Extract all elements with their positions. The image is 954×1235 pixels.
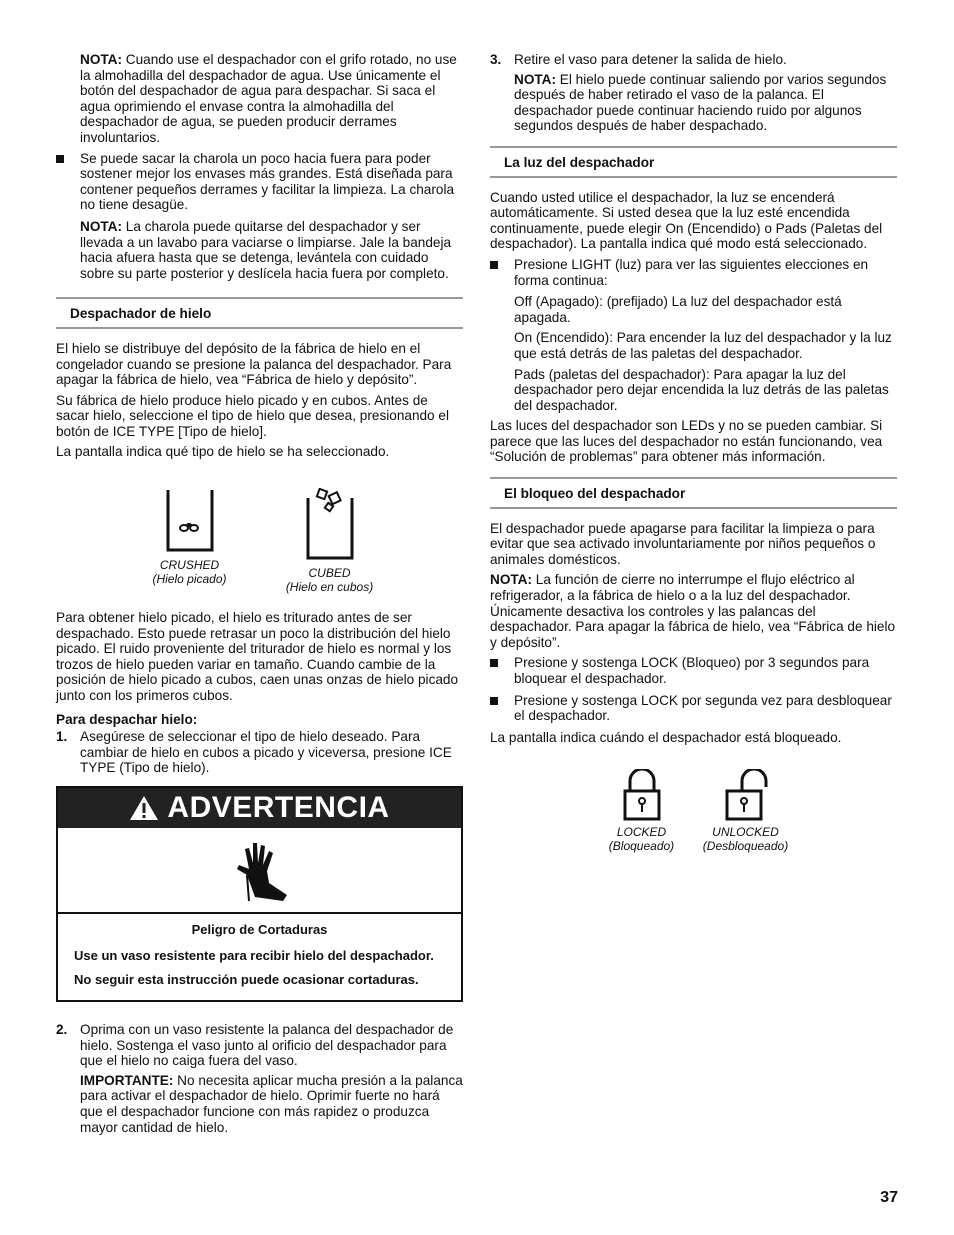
warning-text: No seguir esta instrucción puede ocasionar cortaduras. xyxy=(74,972,419,987)
light-option: Off (Apagado): (prefijado) La luz del despachador está apagada. xyxy=(514,294,842,325)
bullet-square-icon xyxy=(56,155,64,163)
numbered-step: 1. Asegúrese de seleccionar el tipo de hielo deseado. Para cambiar de hielo en cubos a picado y viceversa, presione ICE TYPE (Tipo de hielo). xyxy=(56,729,452,776)
cut-hazard-hand-icon xyxy=(58,828,461,914)
lock-closed-icon xyxy=(622,769,662,821)
note-paragraph: NOTA: El hielo puede continuar saliendo por varios segundos después de haber retirado el vaso de la palanca. El despachador puede continuar haciendo ruido por algunos segundos después de haber despachado. xyxy=(514,71,887,134)
warning-box xyxy=(56,786,463,1002)
paragraph: Las luces del despachador son LEDs y no se pueden cambiar. Si parece que las luces del despachador no están funcionando, vea “Solución de problemas” para obtener más información. xyxy=(490,418,883,465)
bullet-item: Presione LIGHT (luz) para ver las siguientes elecciones en forma continua: xyxy=(490,257,897,288)
crushed-ice-option: CRUSHED (Hielo picado) xyxy=(140,488,240,594)
section-heading-dispenser-light: La luz del despachador xyxy=(490,146,897,178)
note-paragraph: NOTA: La charola puede quitarse del despachador y ser llevada a un lavabo para vaciarse o limpiarse. Jale la bandeja hacia afuera hasta que se detenga, levántela con cuidado sobre su parte posterior y deslícela hacia fuera por completo. xyxy=(80,218,452,281)
warning-body xyxy=(58,914,461,1000)
important-paragraph: IMPORTANTE: No necesita aplicar mucha presión a la palanca para activar el despachador de hielo. Oprimir fuerte no hará que el despachador funcione con más rapidez o produzca mayor cantidad de hielo. xyxy=(80,1072,463,1135)
lock-open-icon xyxy=(724,769,768,821)
right-column xyxy=(490,52,897,869)
paragraph: La pantalla indica cuándo el despachador está bloqueado. xyxy=(490,729,842,745)
bullet-item: Presione y sostenga LOCK por segunda vez para desbloquear el despachador. xyxy=(490,693,897,724)
paragraph: Cuando usted utilice el despachador, la luz se encenderá automáticamente. Si usted desea que la luz esté encendida continuamente, puede elegir On (Encendido) o Pads (Paletas del despachador). La pantalla indica qué modo está seleccionado. xyxy=(490,189,883,252)
unlocked-option: UNLOCKED (Desbloqueado) xyxy=(696,769,796,853)
paragraph: La pantalla indica qué tipo de hielo se ha seleccionado. xyxy=(56,444,390,460)
warning-triangle-icon xyxy=(129,795,159,821)
bullet-square-icon xyxy=(490,659,498,667)
ice-type-icons xyxy=(56,488,463,594)
paragraph: El hielo se distribuye del depósito de la fábrica de hielo en el congelador cuando se presione la palanca del despachador. Para apagar la fábrica de hielo, vea “Fábrica de hielo y depósito”. xyxy=(56,340,452,388)
note-paragraph: NOTA: Cuando use el despachador con el grifo rotado, no use la almohadilla del despachador de agua. Use únicamente el botón del despachador de agua para despachar. Si saca el agua oprimiendo el envase contra la almohadilla del despachador de agua, se pueden producir derrames involuntarios. xyxy=(80,52,457,145)
section-heading-dispenser-lock: El bloqueo del despachador xyxy=(490,477,897,509)
bullet-item: Presione y sostenga LOCK (Bloqueo) por 3 segundos para bloquear el despachador. xyxy=(490,655,897,686)
page-number: 37 xyxy=(880,1189,898,1206)
bullet-item: Se puede sacar la charola un poco hacia fuera para poder sostener mejor los envases más grandes. Está diseñada para contener pequeños derrames y facilitar la limpieza. La charola no tiene desagüe. xyxy=(56,151,463,213)
lock-icons xyxy=(490,769,897,853)
subheading-dispense-ice: Para despachar hielo: xyxy=(56,711,198,727)
light-option: On (Encendido): Para encender la luz del despachador y la luz que está detrás de las paletas del despachador. xyxy=(514,330,892,361)
paragraph: Para obtener hielo picado, el hielo es triturado antes de ser despachado. Esto puede retrasar un poco la distribución del hielo picado. El ruido proveniente del triturador de hielo es normal y los trozos de hielo pueden variar en tamaño. Cuando cambie de la posición de hielo picado a cubos, caen unas onzas de hielo picado junto con los primeros cubos. xyxy=(56,610,459,704)
warning-header: ADVERTENCIA xyxy=(58,788,461,828)
cubed-ice-option: CUBED (Hielo en cubos) xyxy=(280,488,380,594)
note-paragraph: NOTA: La función de cierre no interrumpe el flujo eléctrico al refrigerador, a la fábrica de hielo o a la luz del despachador. Únicamente desactiva los controles y las palancas del despachador. Para apagar la fábrica de hielo, vea “Fábrica de hielo y depósito”. xyxy=(490,572,896,650)
left-column xyxy=(56,52,463,1140)
section-heading-ice-dispenser: Despachador de hielo xyxy=(56,297,463,329)
paragraph: El despachador puede apagarse para facilitar la limpieza o para evitar que sea activado involuntariamente por niños pequeños o animales domésticos. xyxy=(490,520,876,567)
cubed-ice-icon xyxy=(304,488,356,562)
bullet-square-icon xyxy=(490,697,498,705)
warning-text: Use un vaso resistente para recibir hielo del despachador. xyxy=(74,948,434,963)
paragraph: Su fábrica de hielo produce hielo picado y en cubos. Antes de sacar hielo, seleccione el tipo de hielo que desea, presionando el botón de ICE TYPE [Tipo de hielo]. xyxy=(56,392,449,439)
numbered-step: 2. Oprima con un vaso resistente la palanca del despachador de hielo. Sostenga el vaso junto al orificio del despachador para que el hielo no caiga fuera del vaso. xyxy=(56,1022,454,1069)
crushed-ice-icon xyxy=(164,488,216,554)
locked-option: LOCKED (Bloqueado) xyxy=(592,769,692,853)
light-option: Pads (paletas del despachador): Para apagar la luz del despachador pero dejar encendida la luz detrás de las paletas del despachador. xyxy=(514,366,889,413)
warning-heading: Peligro de Cortaduras xyxy=(191,922,328,937)
numbered-step: 3. Retire el vaso para detener la salida de hielo. xyxy=(490,52,787,67)
bullet-square-icon xyxy=(490,261,498,269)
